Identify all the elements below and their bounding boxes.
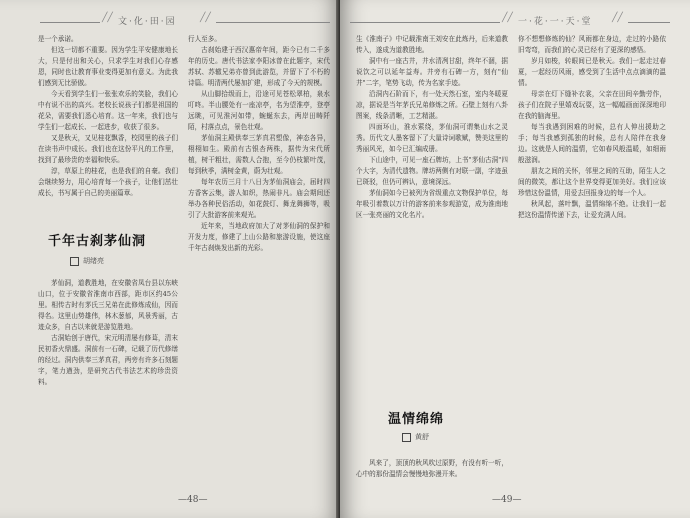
paragraph: 茅仙洞主殿供奉三茅真君塑像，神态各异，栩栩如生。殿前有古银杏两株，据传为宋代所植，树干粗壮，需数人合抱，至今仍枝繁叶茂，每到秋季，满树金黄，蔚为壮观。 [188,134,330,175]
paragraph: 今天看到学生们一张张欢乐的笑脸，我们心中有说不出的高兴。老校长说孩子们都是祖国的花朵，需要我们悉心培育。这一年来，我们也与学生们一起成长、一起进步，收获了很多。 [38,90,178,131]
paragraph: 淳，草原上的桂花，也是我们的自豪。我们会继续努力，用心培育每一个孩子，让他们茁壮成长，书写属于自己的美丽篇章。 [38,167,178,197]
paragraph: 母亲在灯下缝补衣裳，父亲在田间辛勤劳作，孩子们在院子里嬉戏玩耍，这一幅幅画面深深地印在我的脑海里。 [518,90,666,120]
paragraph: 又是秋天，又见桂花飘香，校园里的孩子们在读书声中成长。我们也在这份平凡的工作里，找到了最珍贵的幸福和快乐。 [38,134,178,164]
paragraph: 岁月如梭，转眼间已是秋天。我们一起走过春夏，一起经历风雨，感受到了生活中点点滴滴的温情。 [518,57,666,87]
paragraph: 生《淮南子》中记载淮南王刘安在此炼丹，后来道教传入，遂成为道教胜地。 [356,35,508,54]
paragraph: 每年农历三月十八日为茅仙洞庙会，届时四方香客云集，游人如织，热闹非凡。庙会期间还举办各种民俗活动，如花鼓灯、舞龙舞狮等，吸引了大批游客前来观光。 [188,178,330,219]
paragraph: 但这一切都不重要。因为学生平安健康地长大，只是付出和关心，只求学生对我们心存感恩，同时也让教育事业变得更加有意义。为此我们感到无比骄傲。 [38,46,178,87]
paragraph: 茅仙洞如今已被列为省级重点文物保护单位，每年吸引着数以万计的游客前来参观游览，成为淮南地区一张亮丽的文化名片。 [356,189,508,219]
right-col2 [518,34,666,490]
paragraph: 朋友之间的关怀，邻里之间的互助，陌生人之间的微笑，都让这个世界变得更加美好。我们应该珍惜这份温情，用爱去回报身边的每一个人。 [518,167,666,197]
paragraph: 是一个承诺。 [38,35,78,43]
article-title: 千年古刹茅仙洞 [48,234,147,249]
left-col2 [188,34,330,490]
paragraph: 沿洞内石阶而下，有一处天然石室，室内冬暖夏凉，据说是当年茅氏兄弟修炼之所。石壁上刻有八卦图案，线条清晰，工艺精湛。 [356,90,508,120]
right-running-head: ╱╱ 一·花·一·天·堂 ╱╱ [350,12,670,32]
left-col1-bottom [38,278,178,490]
left-running-head: ╱╱ 文·化·田·园 ╱╱ [40,12,330,32]
article-title: 温情绵绵 [388,412,445,427]
author-box-icon [402,433,411,442]
paragraph: 你不想想修炼的仙？风雨都在身边，走过的小路依旧弯弯，而我们的心灵已经有了更深的感悟。 [518,35,666,54]
paragraph: 下山途中，可见一座石牌坊，上书"茅仙古洞"四个大字，为清代遗物。牌坊两侧有对联一副，字迹虽已斑驳，但仍可辨认，意境深远。 [356,156,508,186]
left-running-head-label: 文·化·田·园 [118,17,177,27]
author-name: 胡绪亮 [83,257,104,265]
left-page [0,0,340,518]
right-page [340,0,690,518]
article-author [70,256,104,266]
right-col1-bottom [356,458,508,492]
paragraph: 近年来，当地政府加大了对茅仙洞的保护和开发力度，修建了上山公路和旅游设施，使这座千年古刹焕发出新的光彩。 [188,222,330,252]
paragraph: 古洞始创于唐代，宋元明清屡有修葺，清末民初香火鼎盛。洞前有一石碑，记载了历代修缮的经过。洞内供奉三茅真君，两旁有许多石刻题字，笔力遒劲，是研究古代书法艺术的珍贵资料。 [38,334,178,386]
paragraph: 从山脚拾级而上，沿途可见苍松翠柏，泉水叮咚。半山腰处有一座凉亭，名为望淮亭，登亭远眺，可见淮河如带，蜿蜒东去，两岸田畴阡陌，村落点点，景色壮观。 [188,90,330,131]
paragraph: 行人至多。 [188,35,221,43]
right-col1 [356,34,508,364]
article-author [402,432,429,442]
paragraph: 风来了，顶顶的秋风吹过原野，有没有听一听，心中的那份温情会慢慢地弥漫开来。 [356,459,508,478]
right-page-number: —49— [492,495,522,505]
paragraph: 古刹始建于西汉惠帝年间，距今已有二千多年的历史。唐代书法家李阳冰曾在此题字，宋代苏轼、苏辙兄弟亦曾到此游览，并留下了不朽的诗篇。明清两代屡加扩建，形成了今天的规模。 [188,46,330,87]
left-page-number: —48— [178,495,208,505]
author-box-icon [70,257,79,266]
paragraph: 秋风起，落叶飘，温情绵绵不绝。让我们一起把这份温情传递下去，让爱充满人间。 [518,200,666,219]
paragraph: 茅仙洞，道教胜地，在安徽省凤台县以东峡山口，位于安徽省淮南市西部，距市区约45公里。相传古时有茅氏三兄弟在此修炼成仙，因而得名。这里山势雄伟，林木葱郁，风景秀丽，古迹众多，自古以来就是游览胜地。 [38,279,178,331]
paragraph: 每当我遇到困难的时候，总有人伸出援助之手；每当我感到孤独的时候，总有人陪伴在我身边。这就是人间的温情，它如春风般温暖，如细雨般滋润。 [518,123,666,164]
paragraph: 四面环山，淮水萦绕，茅仙洞可谓集山水之灵秀。历代文人墨客留下了大量诗词歌赋，赞美这里的秀丽风光，如今已汇编成册。 [356,123,508,153]
paragraph: 洞中有一座古井，井水清冽甘甜，终年不涸，据说饮之可以延年益寿。井旁有石碑一方，刻有"仙井"二字，笔势飞动，传为名家手迹。 [356,57,508,87]
right-running-head-label: 一·花·一·天·堂 [518,17,593,27]
author-name: 黄舒 [415,433,429,441]
left-col1-top [38,34,178,222]
